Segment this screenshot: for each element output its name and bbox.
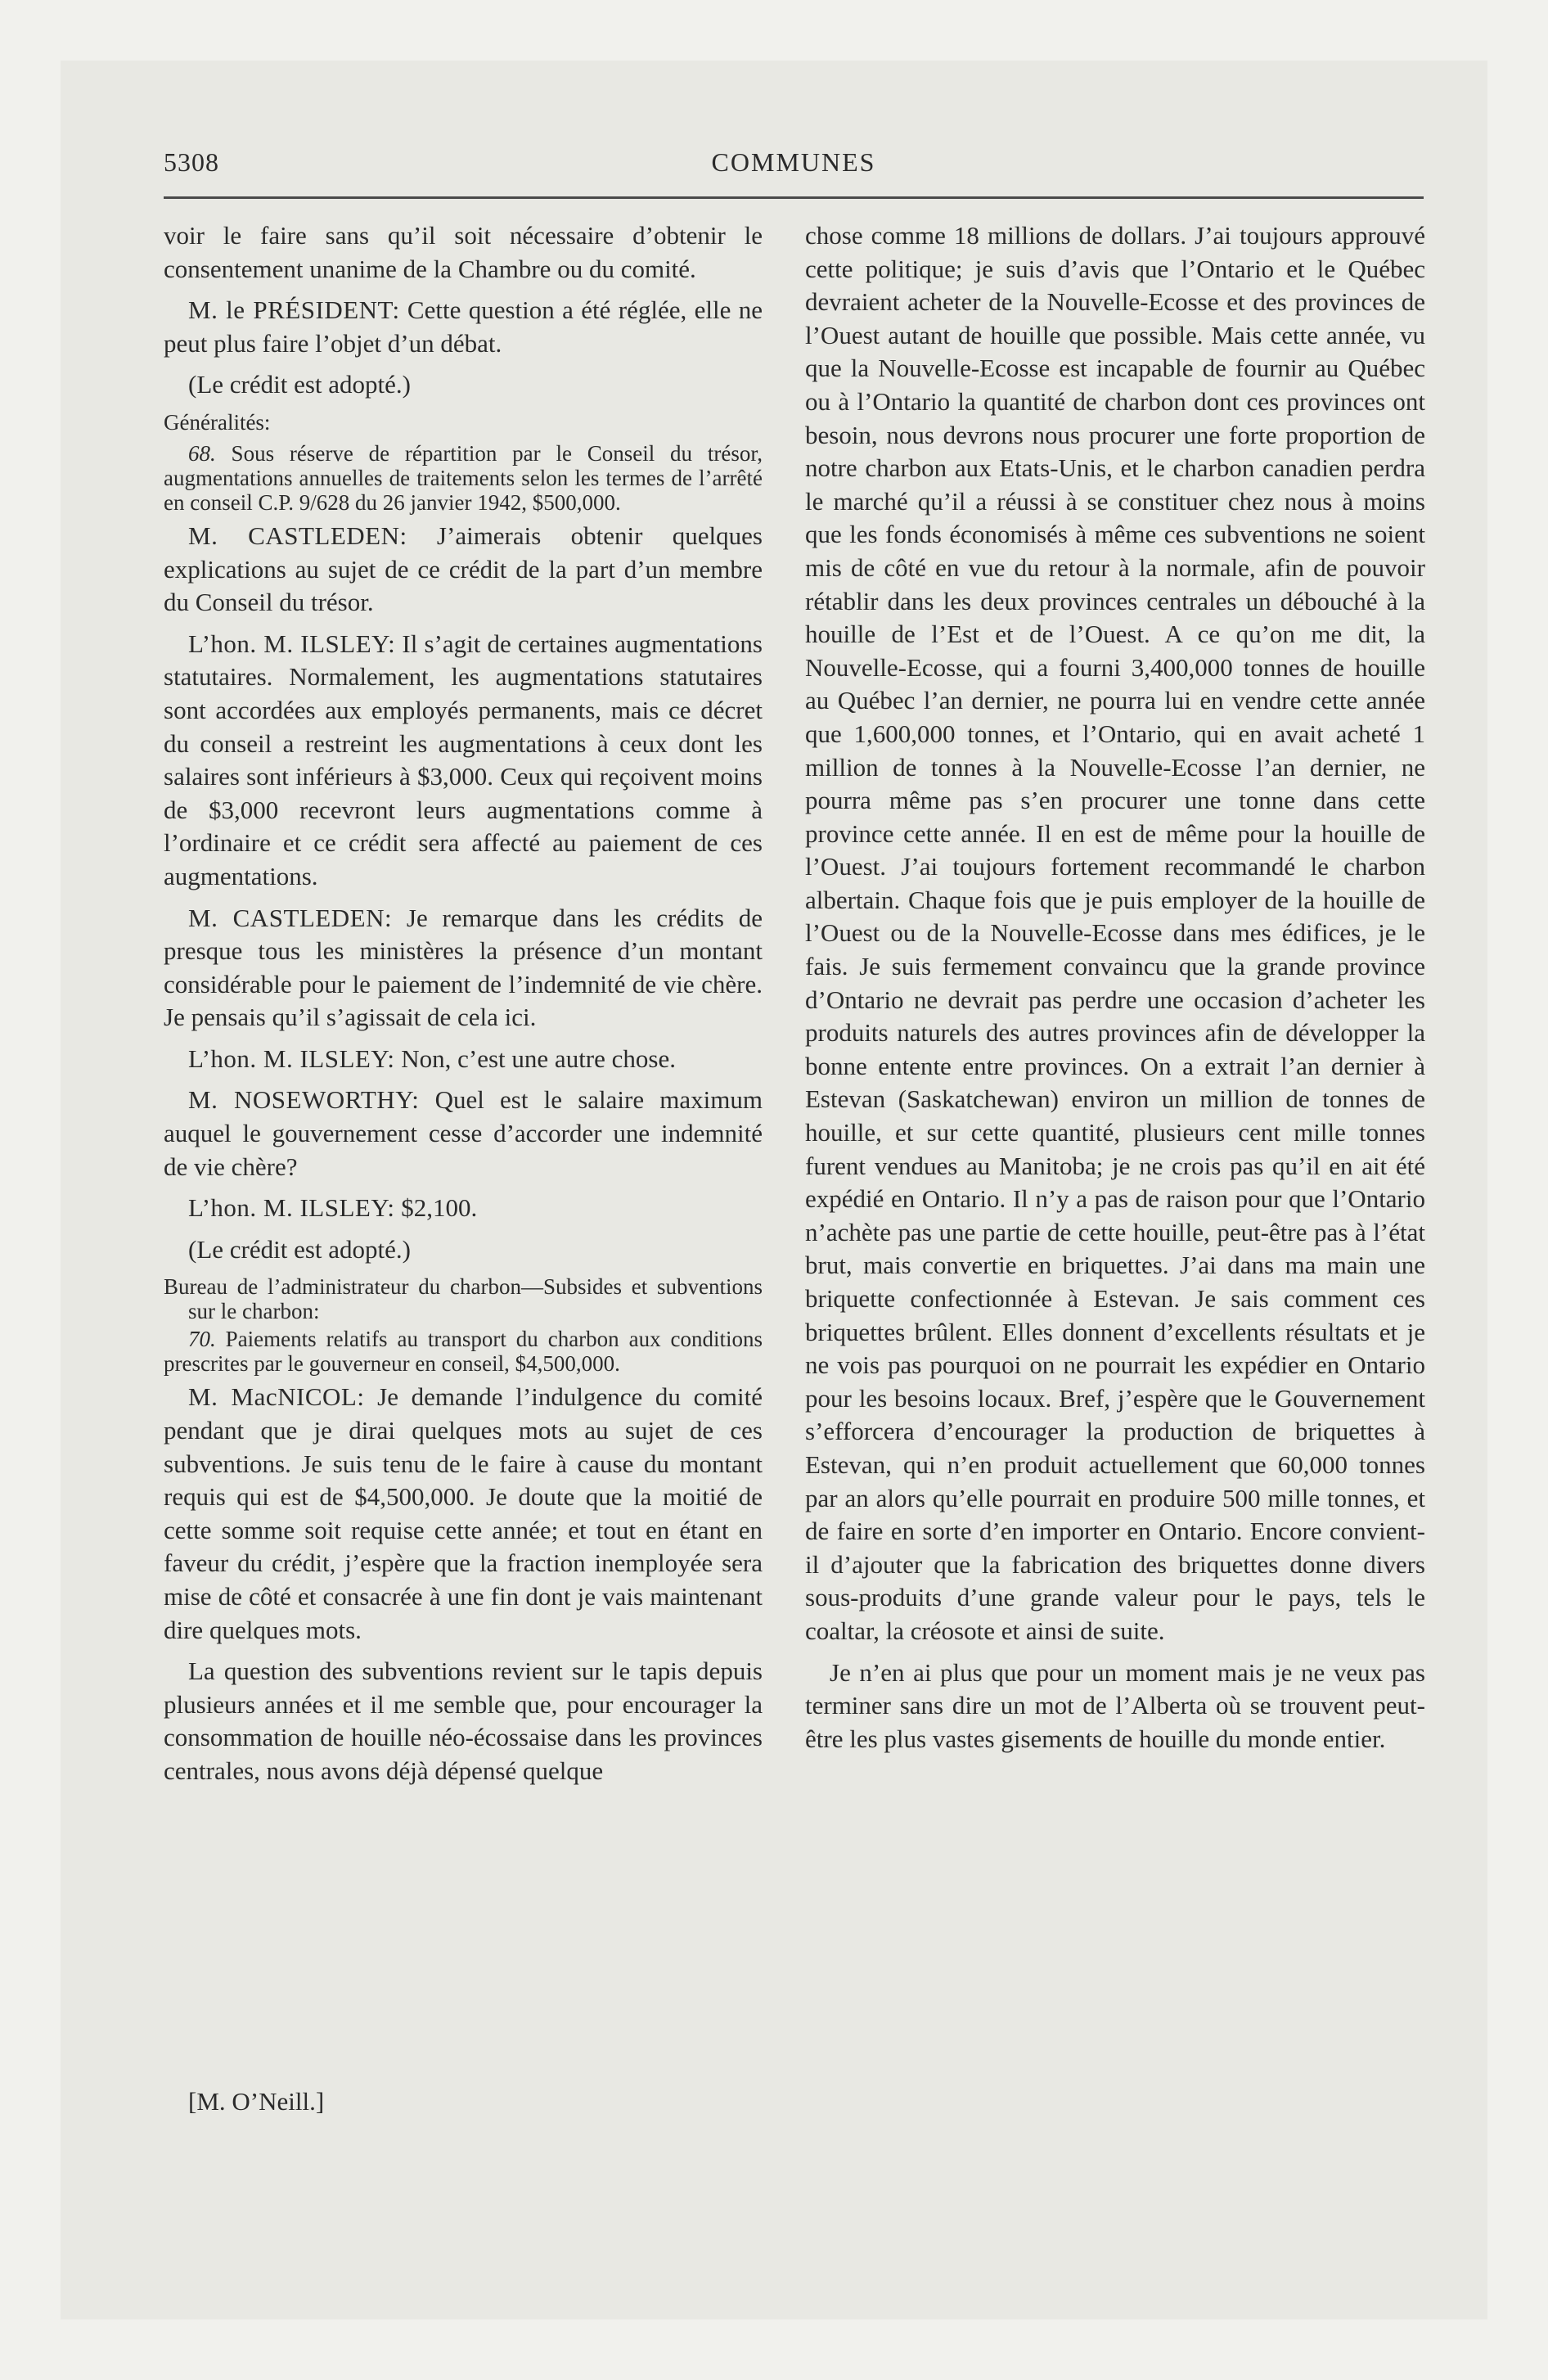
paragraph-text: (Le crédit est adopté.) xyxy=(188,370,411,399)
paragraph xyxy=(164,1381,763,1647)
item-text: Paiements relatifs au transport du charbon aux conditions prescrites par le gouverneur en conseil, $4,500,000. xyxy=(164,1327,763,1377)
speaker-name: L’hon. M. ILSLEY: xyxy=(188,629,396,658)
paragraph xyxy=(164,1043,763,1076)
item-number: 70. xyxy=(188,1327,216,1352)
header-rule xyxy=(164,196,1424,199)
speaker-name: M. NOSEWORTHY: xyxy=(188,1085,420,1115)
paragraph-text: Je demande l’indulgence du comité pendant que je dirai quelques mots au sujet de ces subventions. Je suis tenu de le faire à cause du montant requis qui est de $4,500,000. Je doute que la moitié de cette somme soit requise cette année; et tout en étant en faveur du crédit, j’espère que la fraction inemployée sera mise de côté et consacrée à une fin dont je vais maintenant dire quelques mots. xyxy=(164,1382,763,1644)
paragraph-text: (Le crédit est adopté.) xyxy=(188,1234,411,1264)
paragraph xyxy=(805,219,1425,1648)
page-number-text: 5308 xyxy=(164,147,219,177)
paragraph xyxy=(805,1657,1425,1756)
paragraph xyxy=(164,219,763,286)
section-heading-text: Généralités: xyxy=(164,409,271,435)
right-column xyxy=(805,219,1425,1764)
paragraph xyxy=(164,520,763,620)
estimate-item xyxy=(164,441,763,515)
paragraph-text: La question des subventions revient sur le tapis depuis plusieurs années et il me semble que, pour encourager la consommation de houille néo-écossaise dans les provinces centrales, nous avons déjà dépensé quelque xyxy=(164,1657,763,1785)
speaker-name: M. CASTLEDEN: xyxy=(188,521,407,550)
left-column xyxy=(164,219,763,1796)
paragraph xyxy=(164,294,763,360)
paragraph-text: $2,100. xyxy=(394,1193,478,1223)
section-heading-text: Bureau de l’administrateur du charbon—Subsides et subventions sur le charbon: xyxy=(164,1274,763,1324)
item-text: Sous réserve de répartition par le Conseil du trésor, augmentations annuelles de traitements selon les termes de l’arrêté en conseil C.P. 9/628 du 26 janvier 1942, $500,000. xyxy=(164,440,763,515)
paragraph xyxy=(164,1084,763,1183)
paragraph xyxy=(164,368,763,402)
paragraph xyxy=(164,628,763,894)
paragraph-text: Il s’agit de certaines augmentations statutaires. Normalement, les augmentations statutaires sont accordées aux employés permanents, mais ce décret du conseil a restreint les augmentations à ceux dont les salaires sont inférieurs à $3,000. Ceux qui reçoivent moins de $3,000 recevront leurs augmentations comme à l’ordinaire et ce crédit sera affecté au paiement de ces augmentations. xyxy=(164,629,763,890)
speaker-name: M. MacNICOL: xyxy=(188,1382,365,1412)
paragraph-text: chose comme 18 millions de dollars. J’ai toujours approuvé cette politique; je suis d’avis que l’Ontario et le Québec devraient acheter de la Nouvelle-Ecosse et des provinces de l’Ouest autant de houille que possible. Mais cette année, vu que la Nouvelle-Ecosse est incapable de fournir au Québec ou à l’Ontario la quantité de charbon dont ces provinces ont besoin, nous devrons nous procurer une forte proportion de notre charbon aux Etats-Unis, et le charbon canadien perdra le marché qu’il a réussi à se constituer chez nous à moins que les fonds économisés à même ces subventions ne soient mis de côté en vue du retour à la normale, afin de pouvoir rétablir dans les deux provinces centrales un débouché à la houille de l’Est et de l’Ouest. A ce qu’on me dit, la Nouvelle-Ecosse, qui a fourni 3,400,000 tonnes de houille au Québec l’an dernier, ne pourra lui en vendre cette année que 1,600,000 tonnes, et l’Ontario, qui en avait acheté 1 million de tonnes à la Nouvelle-Ecosse l’an dernier, ne pourra même pas s’en procurer une tonne dans cette province cette année. Il en est de même pour la houille de l’Ouest. J’ai toujours fortement recommandé le charbon albertain. Chaque fois que je puis employer de la houille de l’Ouest ou de la Nouvelle-Ecosse dans mes édifices, je le fais. Je suis fermement convaincu que la grande province d’Ontario ne devrait pas perdre une occasion d’acheter les produits naturels des autres provinces afin de développer la bonne entente entre provinces. On a extrait l’an dernier à Estevan (Saskatchewan) environ un million de tonnes de houille, et sur cette quantité, plusieurs cent mille tonnes furent vendues au Manitoba; je ne crois pas qu’il en ait été expédié en Ontario. Il n’y a pas de raison pour que l’Ontario n’achète pas une partie de cette houille, peut-être pas à l’état brut, mais convertie en briquettes. J’ai dans ma main une briquette confectionnée à Estevan. Je sais comment ces briquettes brûlent. Elles donnent d’excellents résultats et je ne vois pas pourquoi on ne pourrait les expédier en Ontario pour les besoins locaux. Bref, j’espère que le Gouvernement s’efforcera d’encourager la production de briquettes à Estevan, qui n’en produit actuellement que 60,000 tonnes par an alors qu’elle pourrait en produire 500 mille tonnes, et de faire en sorte d’en importer en Ontario. Encore convient-il d’ajouter que la fabrication des briquettes donne divers sous-produits d’une grande valeur pour le pays, tels le coaltar, la créosote et ainsi de suite. xyxy=(805,221,1425,1645)
speaker-name: L’hon. M. ILSLEY: xyxy=(188,1044,395,1073)
speaker-name: M. le PRÉSIDENT: xyxy=(188,295,400,325)
running-head: COMMUNES xyxy=(711,147,876,177)
speaker-attribution: [M. O’Neill.] xyxy=(188,2087,325,2116)
page-number-wrap xyxy=(164,147,219,178)
paragraph-text: Je remarque dans les crédits de presque tous les ministères la présence d’un montant considérable pour le paiement de l’indemnité de vie chère. Je pensais qu’il s’agissait de cela ici. xyxy=(164,903,763,1032)
paragraph-text: Cette question a été réglée, elle ne peut plus faire l’objet d’un débat. xyxy=(164,295,763,358)
item-number: 68. xyxy=(188,440,216,466)
section-heading xyxy=(164,410,763,435)
paragraph-text: Quel est le salaire maximum auquel le gouvernement cesse d’accorder une indemnité de vie chère? xyxy=(164,1085,763,1181)
paragraph-text: Je n’en ai plus que pour un moment mais je ne veux pas terminer sans dire un mot de l’Alberta où se trouvent peut-être les plus vastes gisements de houille du monde entier. xyxy=(805,1657,1425,1753)
paragraph xyxy=(164,1233,763,1267)
paragraph-text: voir le faire sans qu’il soit nécessaire d’obtenir le consentement unanime de la Chambre ou du comité. xyxy=(164,221,763,283)
speaker-name: M. CASTLEDEN: xyxy=(188,903,393,932)
paragraph-text: J’aimerais obtenir quelques explications au sujet de ce crédit de la part d’un membre du Conseil du trésor. xyxy=(164,521,763,617)
estimate-item xyxy=(164,1327,763,1376)
running-head-wrap xyxy=(164,147,1424,178)
section-heading xyxy=(164,1274,763,1323)
paragraph xyxy=(164,1192,763,1225)
paragraph xyxy=(164,1655,763,1787)
speaker-name: L’hon. M. ILSLEY: xyxy=(188,1193,395,1223)
paragraph-text: Non, c’est une autre chose. xyxy=(394,1044,676,1073)
paragraph xyxy=(164,902,763,1034)
